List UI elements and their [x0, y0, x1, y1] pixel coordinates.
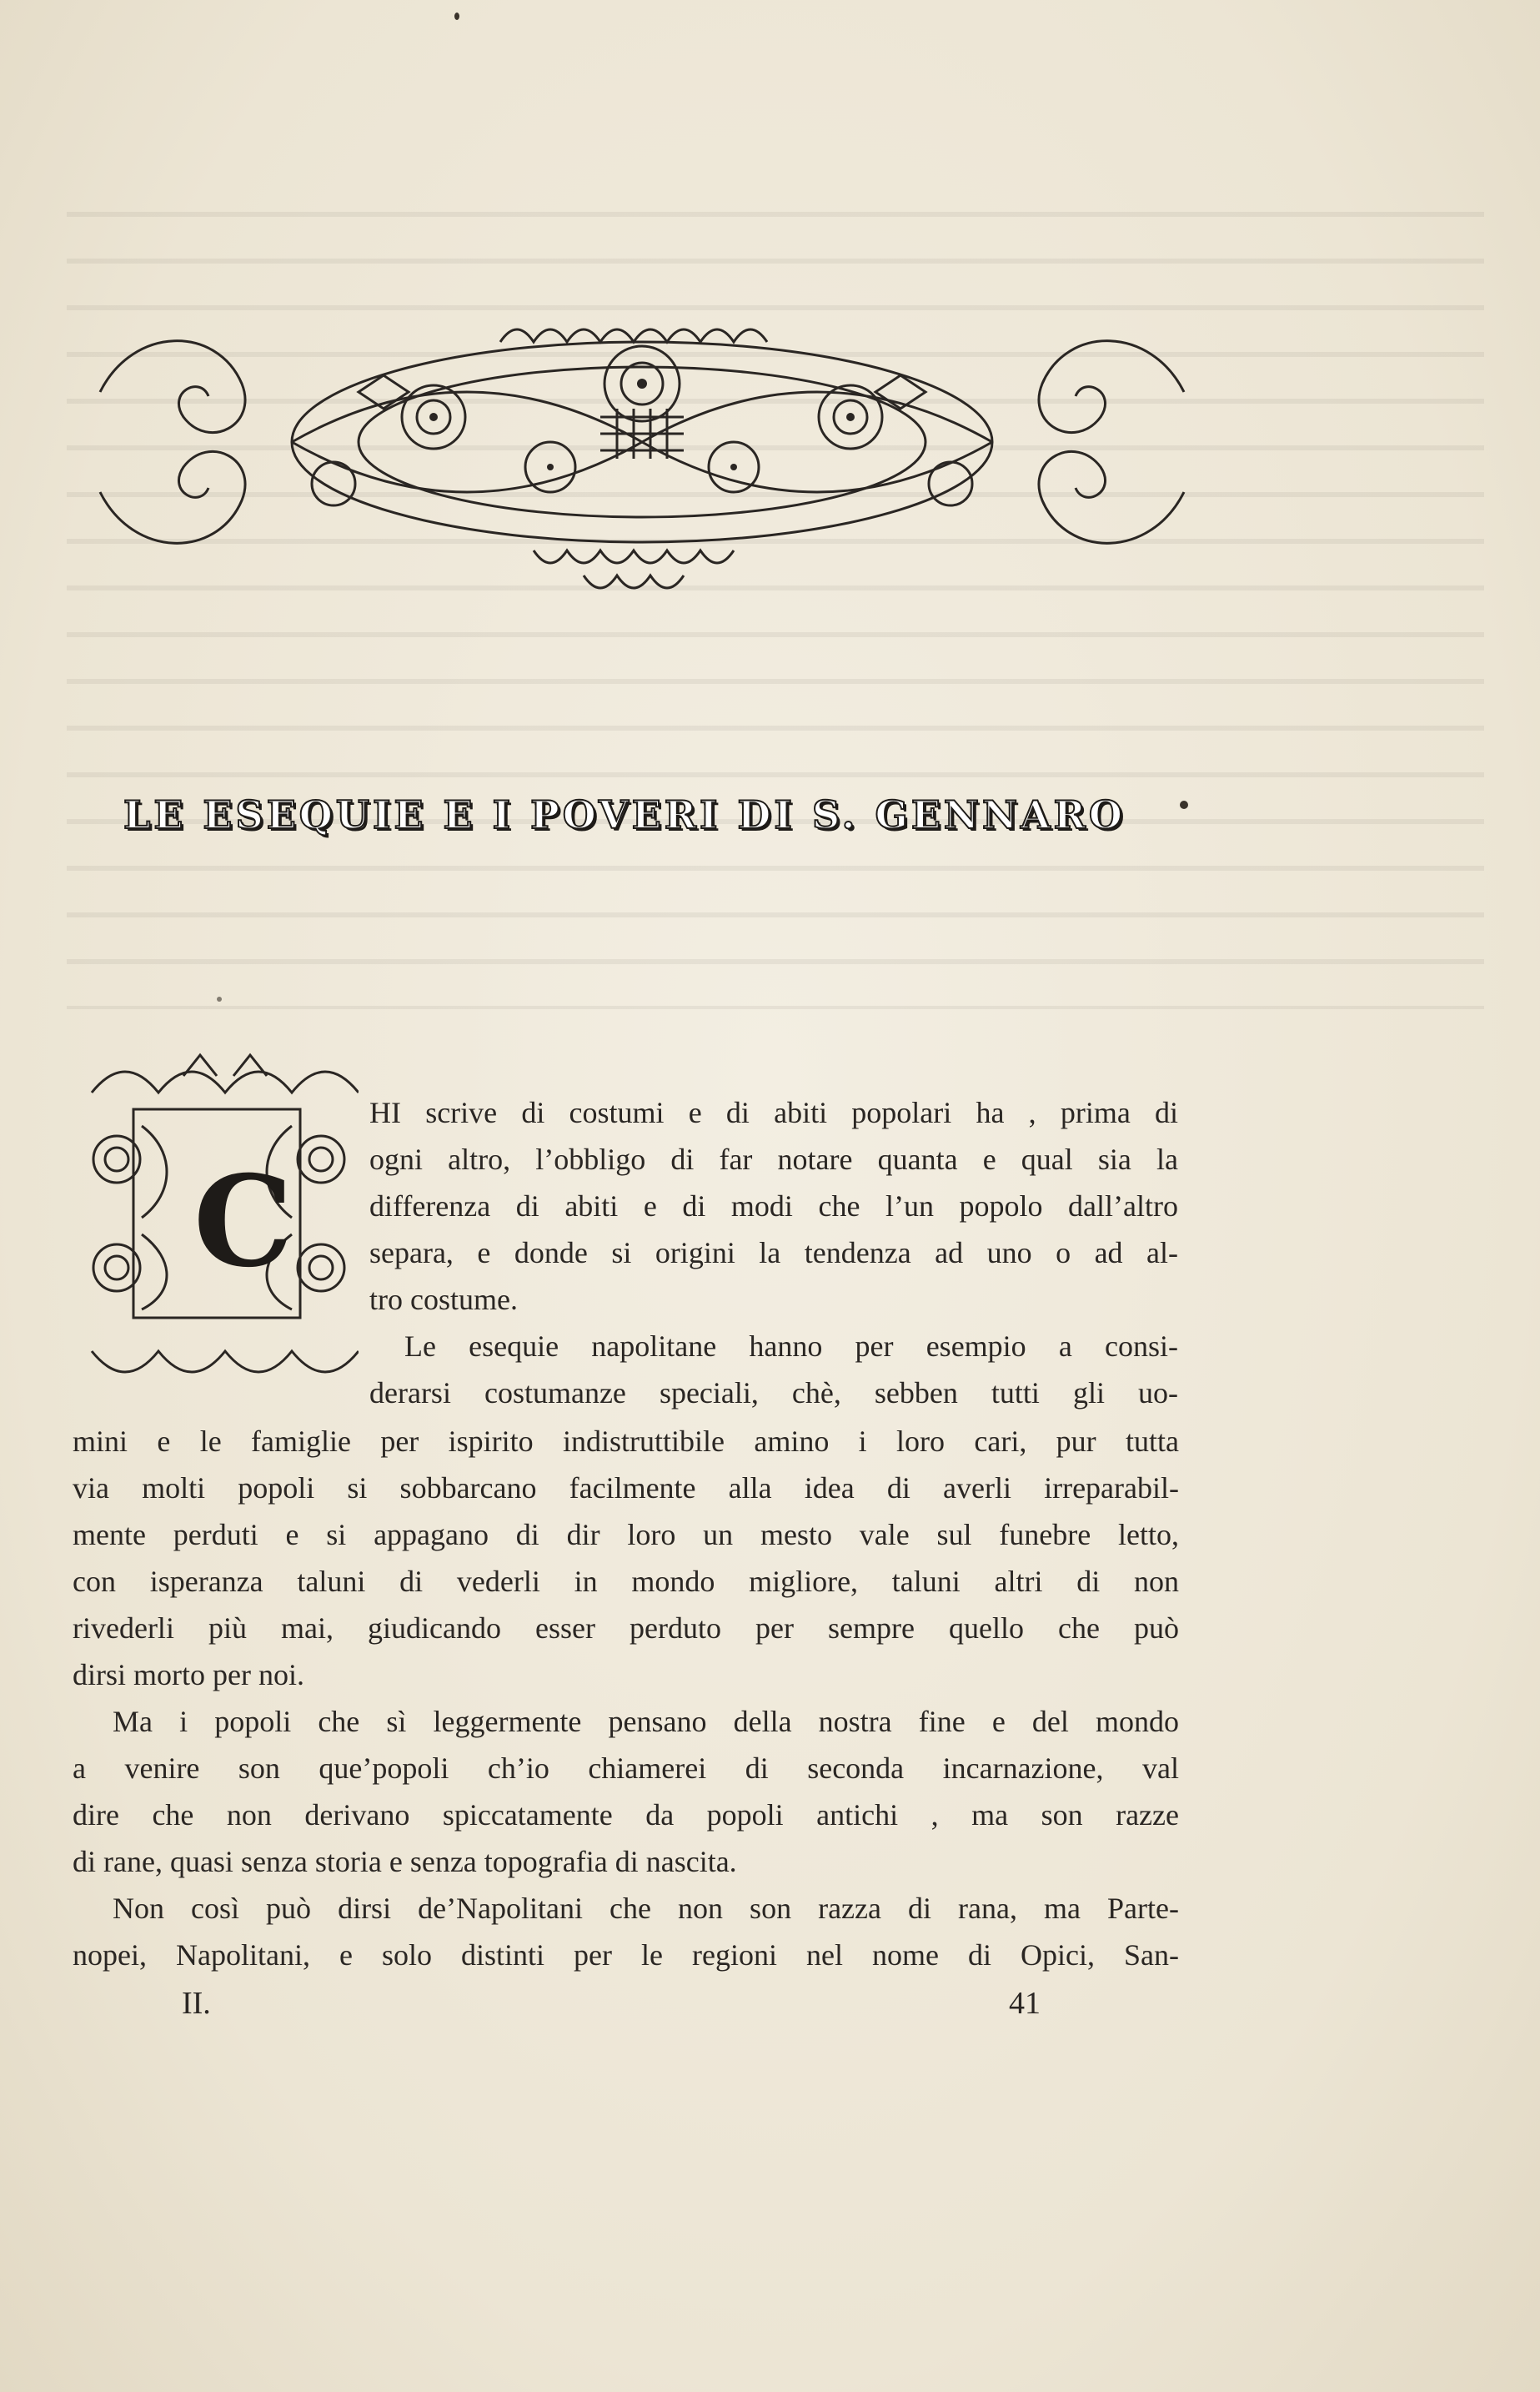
decorative-headpiece [83, 292, 1201, 642]
drop-cap-letter: C [193, 1148, 293, 1295]
text-line: mente perduti e si appagano di dir loro un mesto vale sul funebre letto, [73, 1518, 1179, 1551]
text-line: HI scrive di costumi e di abiti popolari ha , prima di [369, 1096, 1178, 1129]
text-line: tro costume. [369, 1283, 518, 1316]
text-line: Le esequie napolitane hanno per esempio a consi- [404, 1329, 1178, 1363]
signature-mark: II. [182, 1986, 211, 2021]
text-line: ogni altro, l’obbligo di far notare quanta e qual sia la [369, 1143, 1178, 1176]
text-line: differenza di abiti e di modi che l’un popolo dall’altro [369, 1189, 1178, 1223]
opening-paragraph [369, 1089, 1178, 1416]
lead-small-caps: HI [369, 1096, 401, 1129]
body-paragraphs [73, 1418, 1179, 1978]
text-line: rivederli più mai, giudicando esser perduto per sempre quello che può [73, 1611, 1179, 1645]
text-line: via molti popoli si sobbarcano facilmente alla idea di averli irreparabil- [73, 1471, 1179, 1505]
ink-speck [1180, 801, 1188, 809]
ink-speck [217, 997, 222, 1002]
text-line: Ma i popoli che sì leggermente pensano della nostra fine e del mondo [113, 1705, 1179, 1738]
ink-speck [454, 13, 459, 20]
text-line: dire che non derivano spiccatamente da popoli antichi , ma son razze [73, 1798, 1179, 1832]
text-line: nopei, Napolitani, e solo distinti per le regioni nel nome di Opici, San- [73, 1938, 1179, 1972]
text-line: con isperanza taluni di vederli in mondo migliore, taluni altri di non [73, 1565, 1179, 1598]
text-line: Non così può dirsi de’Napolitani che non son razza di rana, ma Parte- [113, 1892, 1179, 1925]
text-line: a venire son que’popoli ch’io chiamerei di seconda incarnazione, val [73, 1751, 1179, 1785]
text-line: mini e le famiglie per ispirito indistruttibile amino i loro cari, pur tutta [73, 1425, 1179, 1458]
page-number: 41 [1009, 1986, 1041, 2021]
chapter-title: LE ESEQUIE E I POVERI DI S. GENNARO [123, 792, 1126, 837]
text-line: di rane, quasi senza storia e senza topografia di nascita. [73, 1845, 737, 1878]
text-line: derarsi costumanze speciali, chè, sebben tutti gli uo- [369, 1376, 1178, 1410]
text-line: dirsi morto per noi. [73, 1658, 304, 1691]
text-line: separa, e donde si origini la tendenza ad uno o ad al- [369, 1236, 1178, 1269]
